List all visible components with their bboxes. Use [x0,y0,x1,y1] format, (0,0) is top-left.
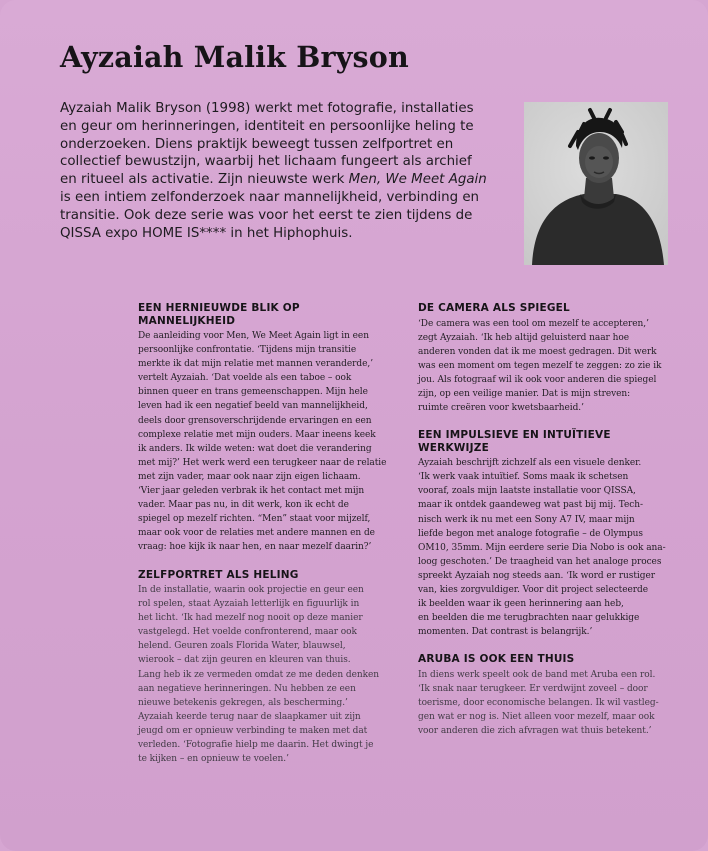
intro-line: QISSA expo HOME IS**** in het Hiphophuis. [60,225,353,241]
article-section [418,429,683,639]
left-column [138,302,398,780]
section-body: Ayzaiah beschrijft zichzelf als een visuele denker. ‘Ik werk vaak intuïtief. Soms maak ik schetsen vooraf, zoals mijn laatste installatie voor QISSA, maar ik ontdek gaandeweg wat past bij mij. Tech- nisch werk ik nu met een Sony A7 IV, maar mijn liefde begon met analoge fotografie – de Olympus OM10, 35mm. Mijn eerdere serie Dia Nobo is ook ana- loog geschoten.’ De traagheid van het analoge proces spreekt Ayzaiah nog steeds aan. ‘Ik word er rustiger van, kies zorgvuldiger. Voor dit project selecteerde ik beelden waar ik geen herinnering aan heb, en beelden die me terugbrachten naar gelukkige momenten. Dat contrast is belangrijk.’ [418,458,666,638]
intro-line: Ayzaiah Malik Bryson (1998) werkt met fotografie, installaties [60,101,474,116]
article-section [418,653,683,738]
intro-line: collectief bewustzijn, waarbij het lichaam fungeert als archief [60,154,472,170]
section-heading: ARUBA IS OOK EEN THUIS [418,653,575,666]
section-heading: ZELFPORTRET ALS HELING [138,568,299,581]
section-heading: DE CAMERA ALS SPIEGEL [418,302,570,314]
intro-line: en ritueel als activatie. Zijn nieuwste werk [60,172,349,188]
section-body: In de installatie, waarin ook projectie en geur een rol spelen, staat Ayzaiah letterlijk en figuurlijk in het licht. ‘Ik had mezelf nog nooit op deze manier vastgelegd. Het voelde confronterend, maar ook helend. Geuren zoals Florida Water, blauwsel, wierook – dat zijn geuren en kleuren van thuis. Lang heb ik ze vermeden omdat ze me deden denken aan negatieve herinneringen. Nu hebben ze een nieuwe betekenis gekregen, als bescherming.’ Ayzaiah keerde terug naar de slaapkamer uit zijn jeugd om er opnieuw verbinding te maken met dat verleden. ‘Fotografie hielp me daarin. Het dwingt je te kijken – en opnieuw te voelen.’ [138,585,380,765]
right-column [418,302,683,752]
section-heading: EEN IMPULSIEVE EN INTUÏTIEVE WERKWIJZE [418,429,611,454]
intro-line: transitie. Ook deze serie was voor het eerst te zien tijdens de [60,207,473,223]
section-body: ‘De camera was een tool om mezelf te accepteren,’ zegt Ayzaiah. ‘Ik heb altijd geluisterd naar hoe anderen vonden dat ik me moest gedragen. Dit werk was een moment om tegen mezelf te zeggen: zo zie ik jou. Als fotograaf wil ik ook voor anderen die spiegel zijn, op een veilige manier. Dat is mijn streven: ruimte creëren voor kwetsbaarheid.’ [418,318,662,414]
page-title: Ayzaiah Malik Bryson [60,40,409,74]
section-body: De aanleiding voor Men, We Meet Again ligt in een persoonlijke confrontatie. ‘Tijdens mijn transitie merkte ik dat mijn relatie met mannen veranderde,’ vertelt Ayzaiah. ‘Dat voelde als een taboe – ook binnen queer en trans gemeenschappen. Mijn hele leven had ik een negatief beeld van mannelijkheid, deels door grensoverschrijdende ervaringen en een complexe relatie met mijn ouders. Maar ineens keek ik anders. Ik wilde weten: wat doet die verandering met mij?’ Het werk werd een terugkeer naar de relatie met zijn vader, maar ook naar zijn eigen lichaam. ‘Vier jaar geleden verbrak ik het contact met mijn vader. Maar pas nu, in dit werk, kon ik echt de spiegel op mezelf richten. “Men” staat voor mijzelf, maar ook voor de relaties met andere mannen en de vraag: hoe kijk ik naar hen, en naar mezelf daarin?’ [138,331,387,553]
section-body: In diens werk speelt ook de band met Aruba een rol. ‘Ik snak naar terugkeer. Er verdwijnt zoveel – door toerisme, door economische belangen. Ik wil vastleg- gen wat er nog is. Niet alleen voor mezelf, maar ook voor anderen die zich afvragen wat thuis betekent.’ [418,669,659,737]
article-section [418,302,683,415]
artist-portrait [524,102,668,265]
article-section [138,569,398,767]
section-heading: EEN HERNIEUWDE BLIK OP MANNELIJKHEID [138,302,300,327]
article-section [138,302,398,555]
intro-line: en geur om herinneringen, identiteit en persoonlijke heling te [60,118,474,134]
intro-line: onderzoeken. Diens praktijk beweegt tussen zelfportret en [60,136,454,152]
artwork-title: Men, We Meet Again [348,172,487,188]
intro-line: is een intiem zelfonderzoek naar mannelijkheid, verbinding en [60,189,480,205]
intro-paragraph [60,100,510,242]
